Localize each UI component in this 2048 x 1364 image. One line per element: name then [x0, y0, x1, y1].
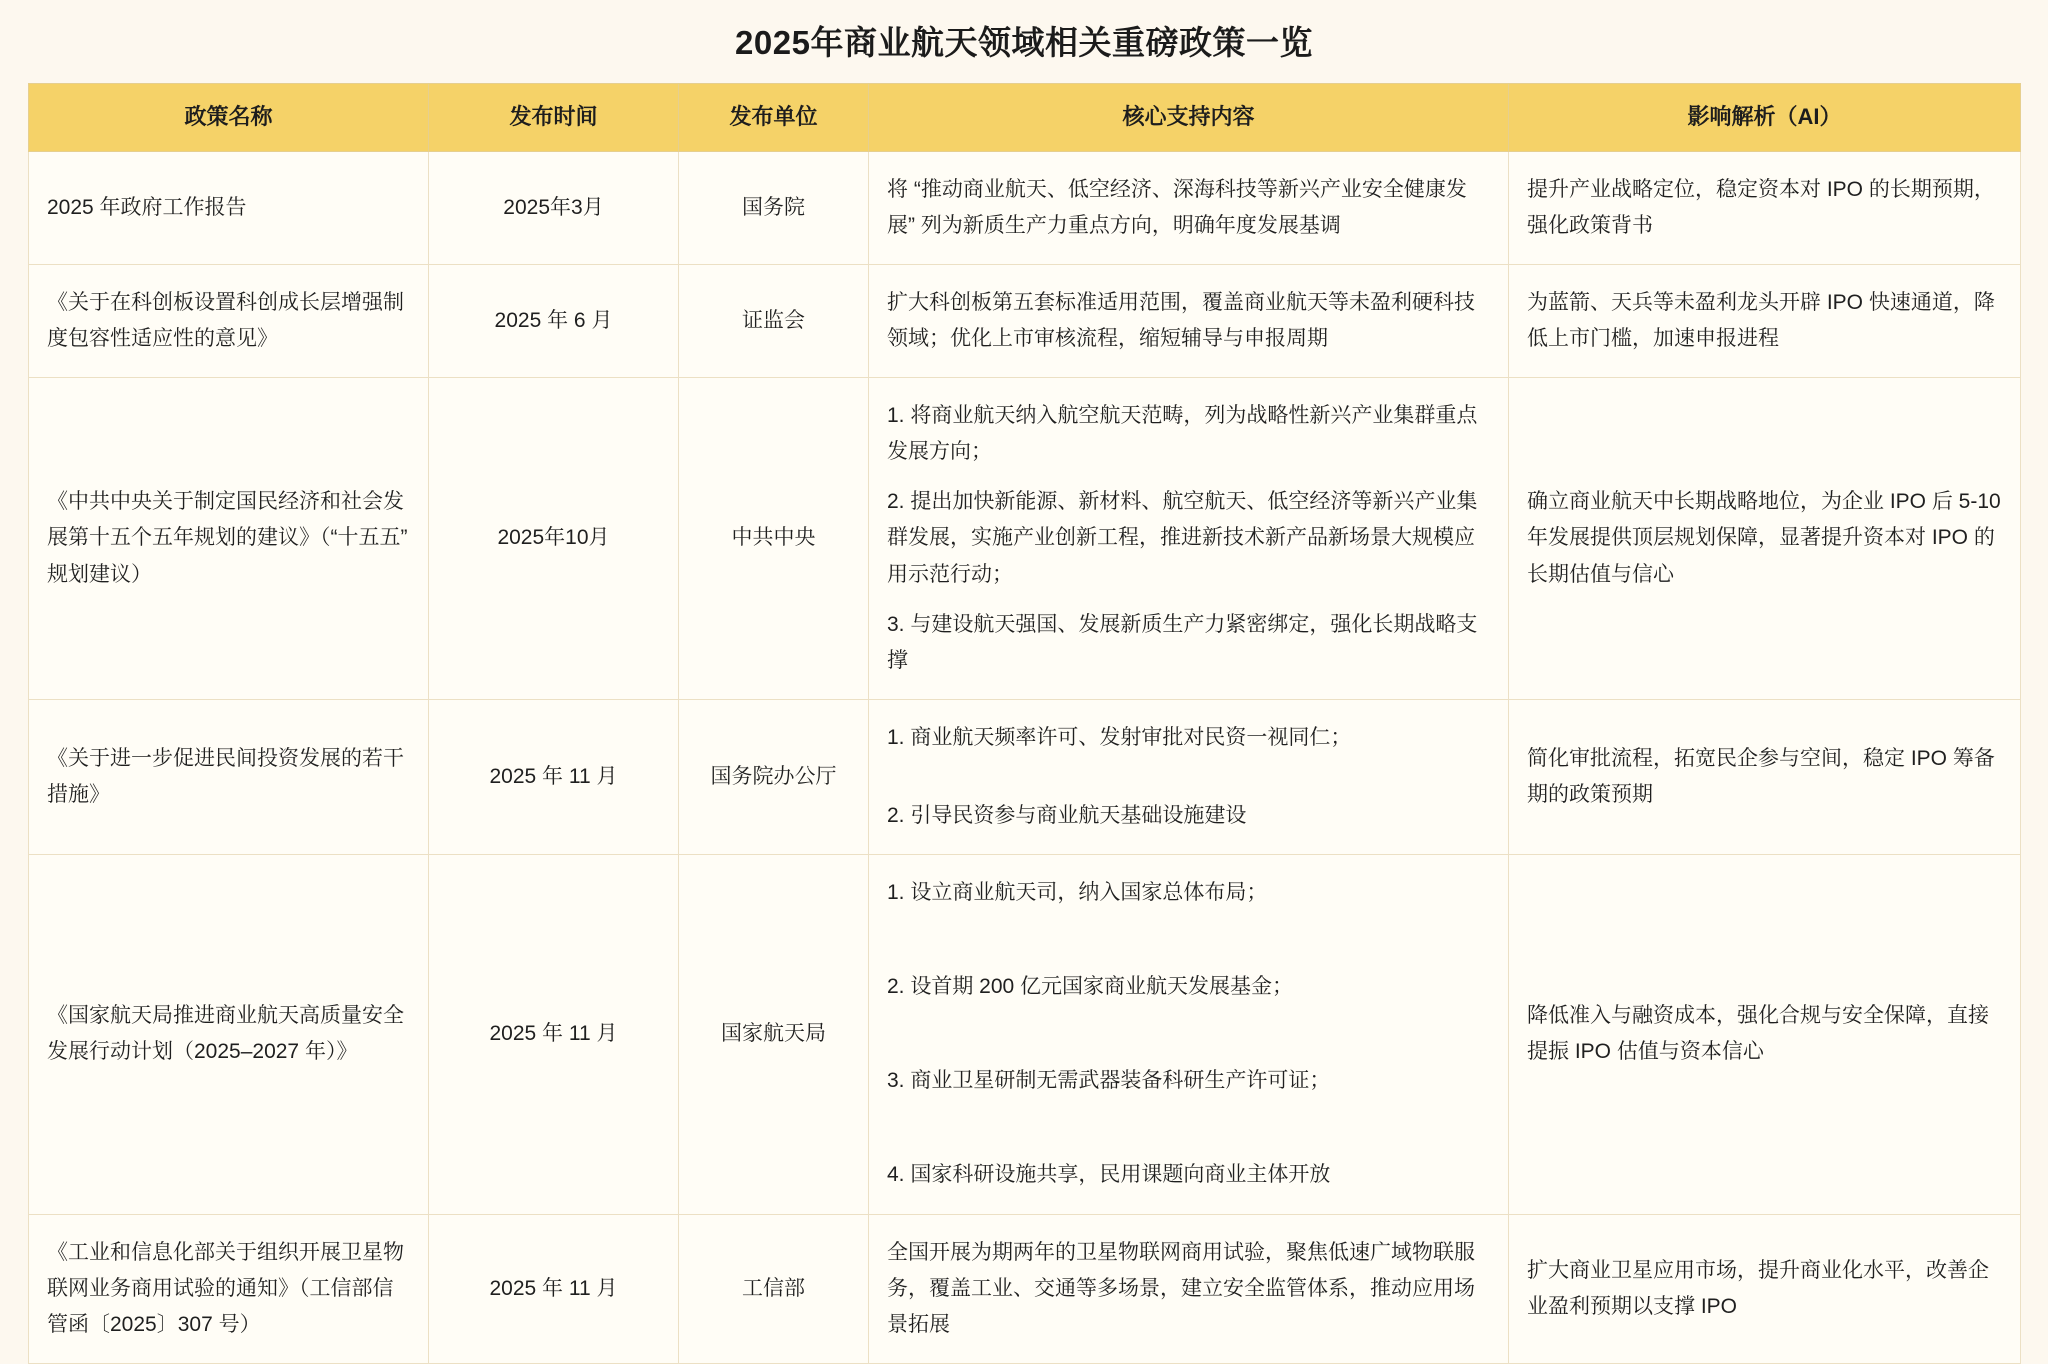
- core-item: 2. 设首期 200 亿元国家商业航天发展基金；: [887, 975, 1294, 999]
- table-row: [29, 151, 2021, 264]
- impact-text: 为蓝箭、天兵等未盈利龙头开辟 IPO 快速通道，降低上市门槛，加速申报进程: [1527, 290, 1995, 351]
- policy-core: [869, 1214, 1509, 1363]
- core-item: 将 “推动商业航天、低空经济、深海科技等新兴产业安全健康发展” 列为新质生产力重点方向，明确年度发展基调: [887, 177, 1467, 237]
- policy-table: [28, 83, 2021, 1364]
- core-item: 全国开展为期两年的卫星物联网商用试验，聚焦低速广域物联服务，覆盖工业、交通等多场景，建立安全监管体系，推动应用场景拓展: [887, 1240, 1475, 1336]
- column-header-core-support: 核心支持内容: [869, 83, 1509, 151]
- column-header-policy-name: 政策名称: [29, 83, 429, 151]
- core-item: 4. 国家科研设施共享，民用课题向商业主体开放: [887, 1163, 1331, 1187]
- table-body: [29, 151, 2021, 1363]
- policy-name: 《中共中央关于制定国民经济和社会发展第十五个五年规划的建议》（“十五五” 规划建议）: [29, 378, 429, 700]
- impact-text: 降低准入与融资成本，强化合规与安全保障，直接提振 IPO 估值与资本信心: [1527, 1004, 1989, 1064]
- table-row: [29, 855, 2021, 1214]
- policy-org: 国务院: [679, 151, 869, 264]
- policy-org: 中共中央: [679, 378, 869, 700]
- policy-org: 证监会: [679, 264, 869, 377]
- policy-name: 《关于进一步促进民间投资发展的若干措施》: [29, 699, 429, 854]
- column-header-issuing-body: 发布单位: [679, 83, 869, 151]
- policy-impact: [1509, 151, 2021, 264]
- page-title: 2025年商业航天领域相关重磅政策一览: [735, 24, 1313, 61]
- table-header-row: [29, 83, 2021, 151]
- policy-date: 2025 年 11 月: [429, 699, 679, 854]
- policy-impact: [1509, 378, 2021, 700]
- policy-impact: [1509, 855, 2021, 1214]
- core-item: 2. 提出加快新能源、新材料、航空航天、低空经济等新兴产业集群发展，实施产业创新工程，推进新技术新产品新场景大规模应用示范行动；: [887, 490, 1478, 586]
- policy-date: 2025 年 6 月: [429, 264, 679, 377]
- policy-name: 《工业和信息化部关于组织开展卫星物联网业务商用试验的通知》（工信部信管函〔2025〕307 号）: [29, 1214, 429, 1363]
- table-row: [29, 378, 2021, 700]
- column-header-impact-analysis: 影响解析（AI）: [1509, 83, 2021, 151]
- impact-text: 扩大商业卫星应用市场，提升商业化水平，改善企业盈利预期以支撑 IPO: [1527, 1258, 1989, 1318]
- policy-impact: [1509, 1214, 2021, 1363]
- policy-impact: [1509, 699, 2021, 854]
- core-item: 2. 引导民资参与商业航天基础设施建设: [887, 804, 1247, 827]
- impact-text: 确立商业航天中长期战略地位，为企业 IPO 后 5-10 年发展提供顶层规划保障，显著提升资本对 IPO 的长期估值与信心: [1527, 490, 2001, 586]
- policy-core: [869, 151, 1509, 264]
- core-item: 3. 商业卫星研制无需武器装备科研生产许可证；: [887, 1069, 1331, 1093]
- column-header-release-date: 发布时间: [429, 83, 679, 151]
- policy-date: 2025 年 11 月: [429, 1214, 679, 1363]
- policy-core: [869, 855, 1509, 1214]
- policy-core: [869, 699, 1509, 854]
- table-row: [29, 1214, 2021, 1363]
- core-item: 3. 与建设航天强国、发展新质生产力紧密绑定，强化长期战略支撑: [887, 612, 1478, 672]
- core-item: 1. 设立商业航天司，纳入国家总体布局；: [887, 881, 1268, 905]
- policy-core: [869, 378, 1509, 700]
- core-item: 扩大科创板第五套标准适用范围，覆盖商业航天等未盈利硬科技领域；优化上市审核流程，缩短辅导与申报周期: [887, 290, 1475, 351]
- table-header: [29, 83, 2021, 151]
- policy-name: 《国家航天局推进商业航天高质量安全发展行动计划（2025–2027 年）》: [29, 855, 429, 1214]
- policy-date: 2025 年 11 月: [429, 855, 679, 1214]
- policy-org: 工信部: [679, 1214, 869, 1363]
- table-row: [29, 699, 2021, 854]
- impact-text: 简化审批流程，拓宽民企参与空间，稳定 IPO 筹备期的政策预期: [1527, 746, 1995, 806]
- policy-core: [869, 264, 1509, 377]
- core-item: 1. 商业航天频率许可、发射审批对民资一视同仁；: [887, 725, 1352, 749]
- policy-name: 2025 年政府工作报告: [29, 151, 429, 264]
- policy-impact: [1509, 264, 2021, 377]
- policy-date: 2025年3月: [429, 151, 679, 264]
- core-item: 1. 将商业航天纳入航空航天范畴，列为战略性新兴产业集群重点发展方向；: [887, 404, 1478, 464]
- policy-org: 国家航天局: [679, 855, 869, 1214]
- impact-text: 提升产业战略定位，稳定资本对 IPO 的长期预期，强化政策背书: [1527, 177, 1995, 237]
- policy-date: 2025年10月: [429, 378, 679, 700]
- policy-org: 国务院办公厅: [679, 699, 869, 854]
- table-row: [29, 264, 2021, 377]
- policy-name: 《关于在科创板设置科创成长层增强制度包容性适应性的意见》: [29, 264, 429, 377]
